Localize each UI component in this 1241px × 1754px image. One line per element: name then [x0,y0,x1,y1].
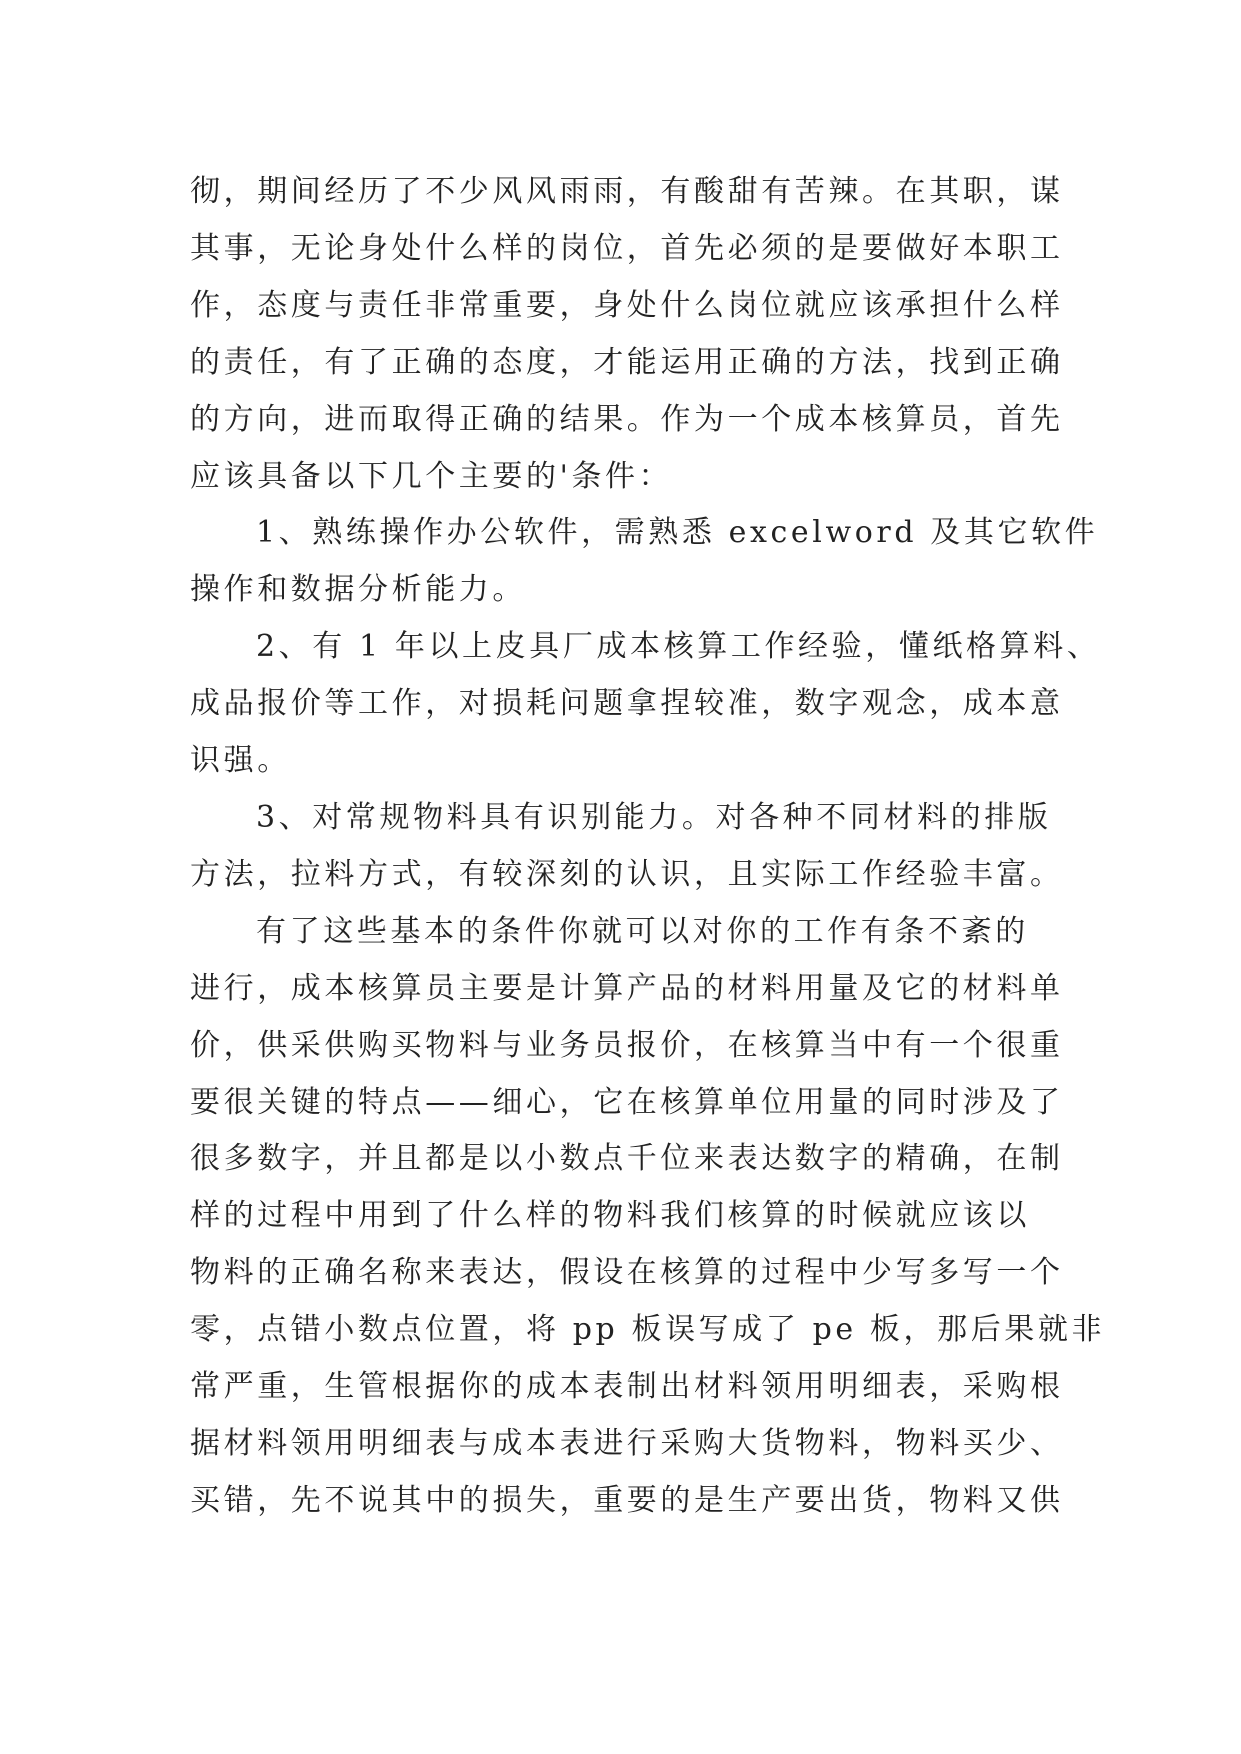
text-line: 其事，无论身处什么样的岗位，首先必须的是要做好本职工 [190,230,1064,266]
text-line: 买错，先不说其中的损失，重要的是生产要出货，物料又供 [190,1482,1064,1518]
list-item-3-line: 3、对常规物料具有识别能力。对各种不同材料的排版 [256,799,1052,835]
text-line: 价，供采供购买物料与业务员报价，在核算当中有一个很重 [190,1027,1064,1063]
text-line: 成品报价等工作，对损耗问题拿捏较准，数字观念，成本意 [190,686,1064,722]
text-line: 物料的正确名称来表达，假设在核算的过程中少写多写一个 [190,1255,1064,1291]
text-line: 识强。 [190,743,291,779]
text-line: 零，点错小数点位置，将 pp 板误写成了 pe 板，那后果就非 [190,1312,1106,1348]
list-item-2-line: 2、有 1 年以上皮具厂成本核算工作经验，懂纸格算料、 [256,629,1101,665]
text-line: 彻，期间经历了不少风风雨雨，有酸甜有苦辣。在其职，谋 [190,174,1064,209]
text-line: 进行，成本核算员主要是计算产品的材料用量及它的材料单 [190,970,1064,1006]
text-line: 应该具备以下几个主要的'条件： [190,458,673,494]
text-line: 很多数字，并且都是以小数点千位来表达数字的精确，在制 [190,1141,1064,1177]
text-line: 据材料领用明细表与成本表进行采购大货物料，物料买少、 [190,1425,1064,1461]
text-line: 常严重，生管根据你的成本表制出材料领用明细表，采购根 [190,1369,1064,1405]
list-item-1-line: 1、熟练操作办公软件，需熟悉 excelword 及其它软件 [256,515,1099,551]
text-line: 样的过程中用到了什么样的物料我们核算的时候就应该以 [190,1198,1030,1234]
paragraph-start-line: 有了这些基本的条件你就可以对你的工作有条不紊的 [256,913,1029,949]
text-line: 作，态度与责任非常重要，身处什么岗位就应该承担什么样 [190,287,1064,323]
text-line: 操作和数据分析能力。 [190,572,526,608]
text-line: 要很关键的特点——细心，它在核算单位用量的同时涉及了 [190,1084,1064,1120]
text-line: 的方向，进而取得正确的结果。作为一个成本核算员，首先 [190,401,1064,437]
text-line: 的责任，有了正确的态度，才能运用正确的方法，找到正确 [190,344,1064,380]
body-text [190,164,1106,1530]
text-line: 方法，拉料方式，有较深刻的认识，且实际工作经验丰富。 [190,856,1064,892]
